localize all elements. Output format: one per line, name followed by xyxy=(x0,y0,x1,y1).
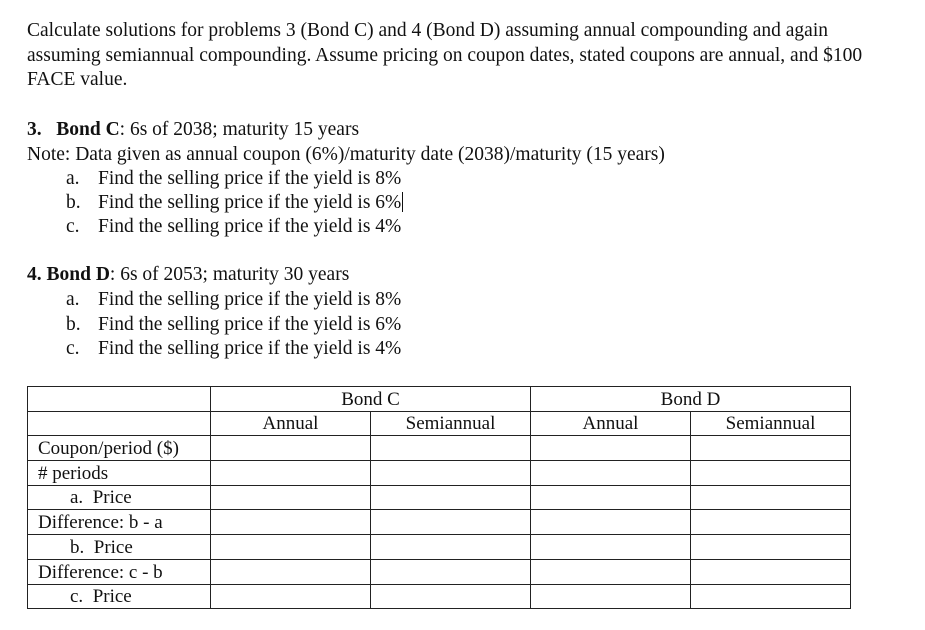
problem-4-item-a xyxy=(66,289,401,311)
answer-table xyxy=(27,386,851,609)
answer-cell[interactable] xyxy=(211,485,371,510)
table-sub-header-row xyxy=(28,411,851,436)
answer-cell[interactable] xyxy=(371,559,531,584)
sub-header-bond-c-semiannual: Semiannual xyxy=(371,411,531,436)
item-text: Find the selling price if the yield is 4% xyxy=(98,216,402,237)
problem-3-item-c xyxy=(66,216,401,238)
row-label-difference-b-a: Difference: b - a xyxy=(28,510,211,535)
answer-cell[interactable] xyxy=(371,461,531,486)
row-item-text: Price xyxy=(92,586,132,608)
sub-header-bond-d-semiannual: Semiannual xyxy=(691,411,851,436)
table-row xyxy=(28,584,851,609)
item-text: Find the selling price if the yield is 8% xyxy=(98,168,402,189)
answer-cell[interactable] xyxy=(691,510,851,535)
answer-cell[interactable] xyxy=(211,436,371,461)
answer-cell[interactable] xyxy=(211,584,371,609)
problem-4-heading-bold: 4. Bond D xyxy=(27,264,110,285)
problem-3-bond-name: Bond C xyxy=(56,119,120,140)
item-text: Find the selling price if the yield is 8% xyxy=(98,289,402,310)
table-row xyxy=(28,436,851,461)
row-label-price-b xyxy=(28,535,211,560)
item-text: Find the selling price if the yield is 6% xyxy=(98,192,402,213)
row-label-price-c xyxy=(28,584,211,609)
answer-cell[interactable] xyxy=(371,584,531,609)
table-row xyxy=(28,461,851,486)
row-item-label: b. xyxy=(70,536,85,558)
problem-3-item-b xyxy=(66,192,403,214)
answer-cell[interactable] xyxy=(371,510,531,535)
answer-cell[interactable] xyxy=(531,485,691,510)
item-label: b. xyxy=(66,314,81,335)
item-label: c. xyxy=(66,216,80,237)
item-text: Find the selling price if the yield is 4% xyxy=(98,338,402,359)
answer-cell[interactable] xyxy=(531,510,691,535)
table-row xyxy=(28,559,851,584)
problem-3-number: 3. xyxy=(27,119,42,140)
answer-cell[interactable] xyxy=(211,461,371,486)
sub-header-bond-c-annual: Annual xyxy=(211,411,371,436)
answer-cell[interactable] xyxy=(531,584,691,609)
answer-cell[interactable] xyxy=(371,485,531,510)
answer-cell[interactable] xyxy=(371,436,531,461)
table-corner-cell xyxy=(28,411,211,436)
answer-cell[interactable] xyxy=(691,436,851,461)
group-header-bond-d: Bond D xyxy=(531,387,851,412)
row-label-coupon-per-period: Coupon/period ($) xyxy=(28,436,211,461)
answer-cell[interactable] xyxy=(691,485,851,510)
answer-cell[interactable] xyxy=(531,535,691,560)
row-label-periods: # periods xyxy=(28,461,211,486)
item-label: c. xyxy=(66,338,80,359)
table-row xyxy=(28,535,851,560)
item-label: a. xyxy=(66,168,80,189)
row-item-label: c. xyxy=(70,586,84,608)
problem-3-note: Note: Data given as annual coupon (6%)/maturity date (2038)/maturity (15 years) xyxy=(27,144,665,165)
group-header-bond-c: Bond C xyxy=(211,387,531,412)
answer-cell[interactable] xyxy=(691,559,851,584)
row-label-difference-c-b: Difference: c - b xyxy=(28,559,211,584)
item-label: a. xyxy=(66,289,80,310)
item-text: Find the selling price if the yield is 6% xyxy=(98,314,402,335)
problem-4-item-b xyxy=(66,314,401,336)
problem-4-item-c xyxy=(66,338,401,360)
table-row xyxy=(28,510,851,535)
problem-3-heading xyxy=(27,119,359,141)
answer-cell[interactable] xyxy=(531,559,691,584)
instructions-paragraph: Calculate solutions for problems 3 (Bond C) and 4 (Bond D) assuming annual compounding and again assuming semiannual compounding. Assume pricing on coupon dates, stated coupons are annual, and $100 FACE value. xyxy=(27,20,863,90)
problem-4-description: : 6s of 2053; maturity 30 years xyxy=(109,264,350,285)
answer-cell[interactable] xyxy=(371,535,531,560)
answer-cell[interactable] xyxy=(211,535,371,560)
answer-cell[interactable] xyxy=(531,436,691,461)
answer-cell[interactable] xyxy=(691,535,851,560)
table-corner-cell xyxy=(28,387,211,412)
sub-header-bond-d-annual: Annual xyxy=(531,411,691,436)
problem-3-item-a xyxy=(66,168,401,190)
answer-cell[interactable] xyxy=(211,510,371,535)
row-item-text: Price xyxy=(92,487,132,509)
item-label: b. xyxy=(66,192,81,213)
answer-cell[interactable] xyxy=(691,584,851,609)
row-item-label: a. xyxy=(70,487,84,509)
answer-cell[interactable] xyxy=(211,559,371,584)
problem-4-heading xyxy=(27,264,349,286)
answer-cell[interactable] xyxy=(691,461,851,486)
text-cursor xyxy=(402,192,403,212)
row-label-price-a xyxy=(28,485,211,510)
row-item-text: Price xyxy=(93,536,133,558)
problem-3-description: : 6s of 2038; maturity 15 years xyxy=(119,119,360,140)
table-group-header-row xyxy=(28,387,851,412)
answer-cell[interactable] xyxy=(531,461,691,486)
table-row xyxy=(28,485,851,510)
